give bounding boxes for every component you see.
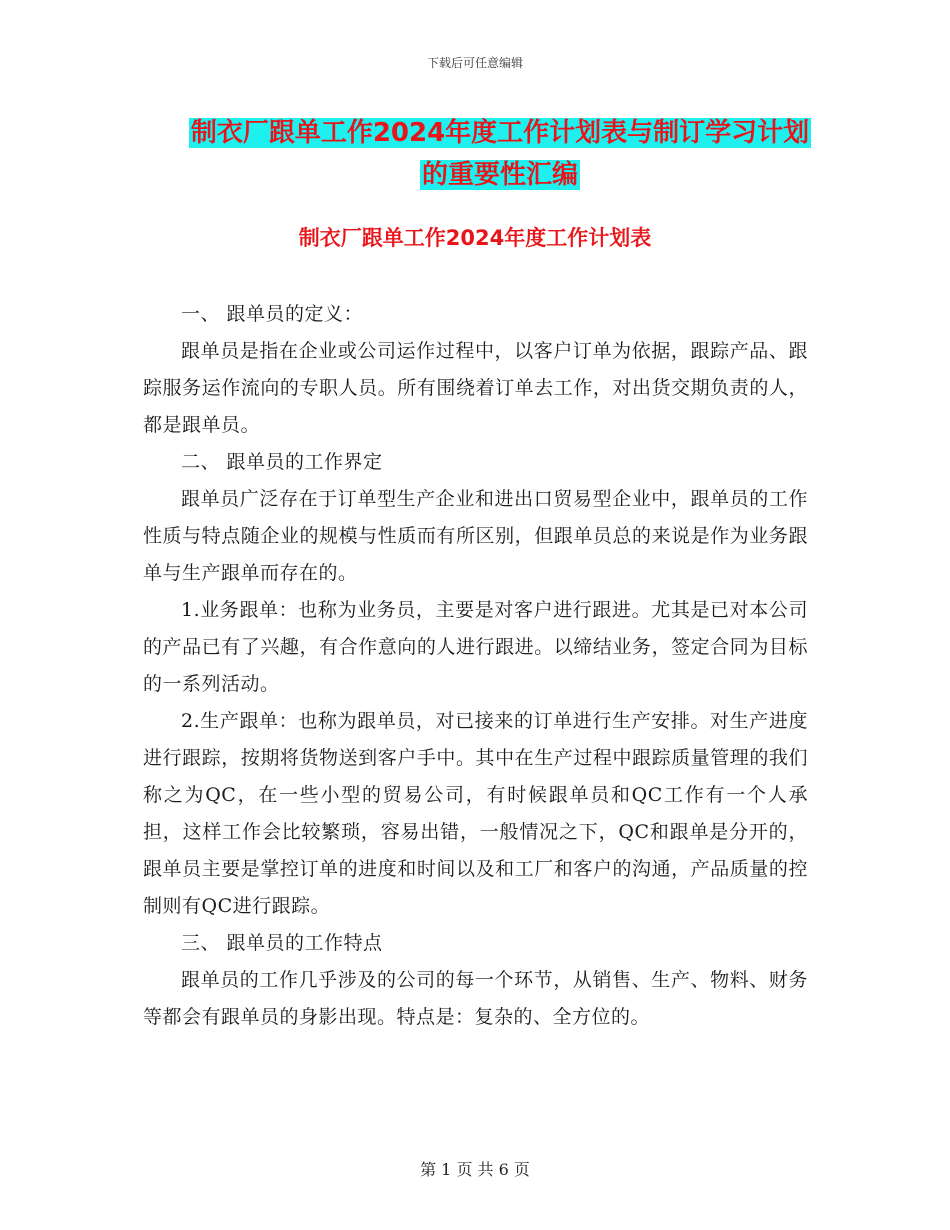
heading-scope: 二、 跟单员的工作界定 xyxy=(181,451,383,473)
paragraph-scope: 跟单员广泛存在于订单型生产企业和进出口贸易型企业中，跟单员的工作性质与特点随企业的规模与性质而有所区别，但跟单员总的来说是作为业务跟单与生产跟单而存在的。 xyxy=(143,488,808,584)
paragraph-definition: 跟单员是指在企业或公司运作过程中，以客户订单为依据，跟踪产品、跟踪服务运作流向的专职人员。所有围绕着订单去工作，对出货交期负责的人，都是跟单员。 xyxy=(143,340,808,436)
heading-characteristics: 三、 跟单员的工作特点 xyxy=(181,932,383,954)
document-title-line-1: 制衣厂跟单工作2024年度工作计划表与制订学习计划 xyxy=(190,118,810,148)
heading-definition: 一、 跟单员的定义： xyxy=(181,303,364,325)
paragraph-characteristics: 跟单员的工作几乎涉及的公司的每一个环节，从销售、生产、物料、财务等都会有跟单员的身影出现。特点是：复杂的、全方位的。 xyxy=(143,969,808,1028)
paragraph-production-follow-up: 2.生产跟单：也称为跟单员，对已接来的订单进行生产安排。对生产进度进行跟踪，按期将货物送到客户手中。其中在生产过程中跟踪质量管理的我们称之为QC，在一些小型的贸易公司，有时候跟单员和QC工作有一个人承担，这样工作会比较繁琐，容易出错，一般情况之下，QC和跟单是分开的，跟单员主要是掌控订单的进度和时间以及和工厂和客户的沟通，产品质量的控制则有QC进行跟踪。 xyxy=(143,710,808,917)
page-number: 第 1 页 共 6 页 xyxy=(420,1160,530,1179)
section-title: 制衣厂跟单工作2024年度工作计划表 xyxy=(298,226,652,250)
document-body xyxy=(143,296,808,1036)
header-note: 下载后可任意编辑 xyxy=(426,56,523,70)
paragraph-business-follow-up: 1.业务跟单：也称为业务员，主要是对客户进行跟进。尤其是已对本公司的产品已有了兴趣，有合作意向的人进行跟进。以缔结业务，签定合同为目标的一系列活动。 xyxy=(143,599,808,695)
document-title-line-2: 的重要性汇编 xyxy=(421,160,578,190)
document-title xyxy=(180,112,820,196)
